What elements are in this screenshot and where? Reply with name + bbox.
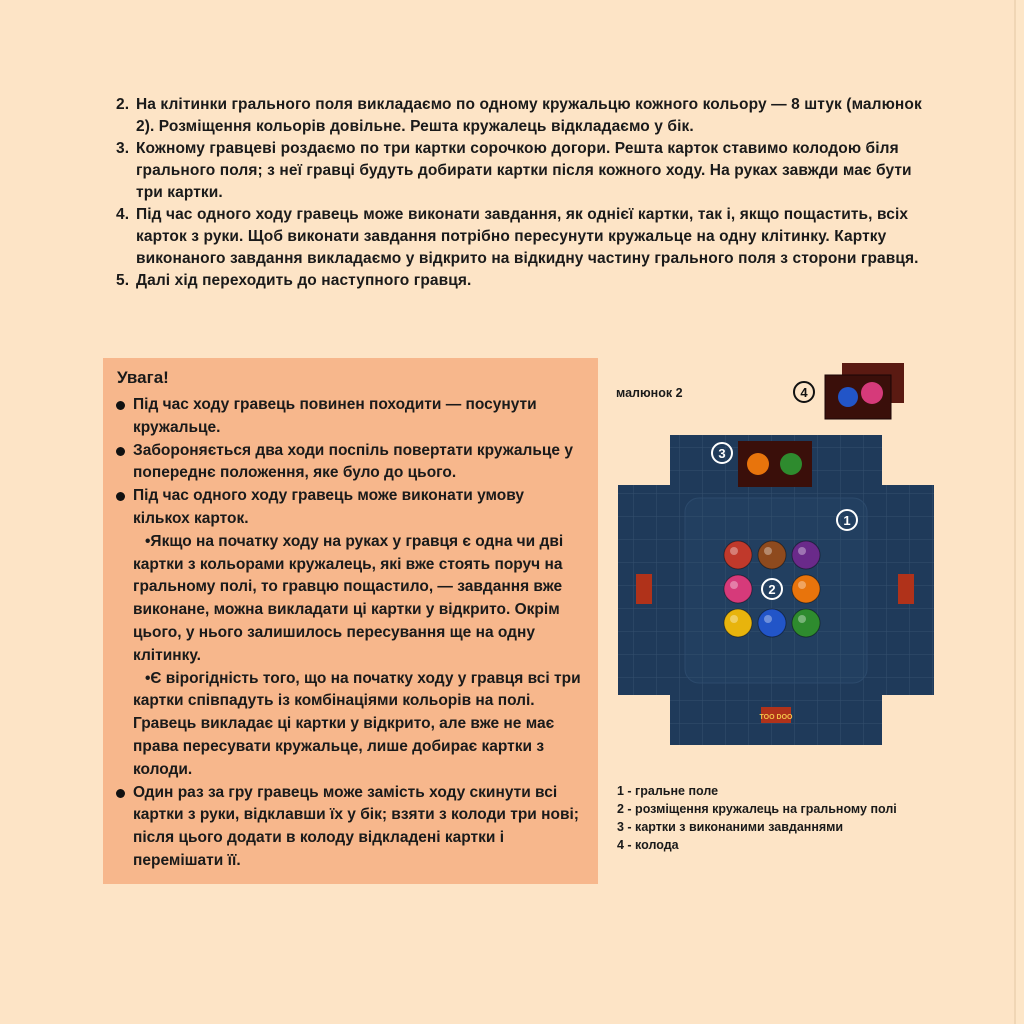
legend-item: 2 - розміщення кружалець на гральному полі bbox=[617, 802, 897, 816]
attention-item bbox=[115, 440, 585, 486]
chip-highlight bbox=[764, 615, 772, 623]
attention-item-text: Під час одного ходу гравець може виконати умову кількох карток. bbox=[133, 487, 525, 527]
rule-item bbox=[112, 94, 932, 138]
rule-text: Кожному гравцеві роздаємо по три картки сорочкою догори. Решта карток ставимо колодою біля грального поля; з неї гравці будуть добирати картки після кожного ходу. На руках завжди має бути три картки. bbox=[136, 140, 912, 201]
attention-item bbox=[115, 782, 585, 873]
board-chip bbox=[792, 541, 820, 569]
marker-1: 1 bbox=[843, 513, 851, 528]
chip-pink bbox=[861, 382, 883, 404]
rule-text: Під час одного ходу гравець може виконати завдання, як однієї картки, так і, якщо пощастить, всіх карток з руки. Щоб виконати завдання потрібно пересунути кружальце на одну клітинку. Картку виконаного завдання викладаємо у відкрито на відкидну частину грального поля з сторони гравця. bbox=[136, 206, 919, 267]
deck-cards bbox=[794, 363, 904, 419]
rule-number: 3. bbox=[116, 140, 130, 157]
chip-blue bbox=[838, 387, 858, 407]
marker-3: 3 bbox=[718, 446, 726, 461]
attention-box bbox=[103, 358, 598, 884]
legend-item: 1 - гральне поле bbox=[617, 784, 719, 798]
legend-item: 4 - колода bbox=[617, 838, 679, 852]
rule-item bbox=[112, 204, 932, 270]
board-chip bbox=[758, 541, 786, 569]
logo-text: TOO DOO bbox=[759, 714, 793, 721]
board-chip bbox=[792, 575, 820, 603]
attention-item-text: Забороняється два ходи поспіль повертати кружальце у попереднє положення, яке було до цього. bbox=[133, 441, 573, 482]
rule-number: 5. bbox=[116, 272, 130, 289]
chip-orange bbox=[747, 453, 769, 475]
attention-title: Увага! bbox=[117, 368, 169, 387]
marker-2: 2 bbox=[768, 582, 776, 597]
bullet-icon bbox=[116, 789, 125, 798]
bullet-icon bbox=[116, 447, 125, 456]
bullet-icon bbox=[116, 401, 125, 410]
attention-item-text: Один раз за гру гравець може замість ходу скинути всі картки з руки, відклавши їх у бік; взяти з колоди три нові; після цього додати в колоду відкладені картки і перемішати її. bbox=[133, 783, 579, 869]
attention-item bbox=[115, 485, 585, 531]
chip-highlight bbox=[764, 547, 772, 555]
rule-item bbox=[112, 138, 932, 204]
figure-label: малюнок 2 bbox=[616, 386, 683, 400]
attention-subitem: •Якщо на початку ходу на руках у гравця є одна чи дві картки з кольорами кружалець, які вже стоять поруч на гральному полі, то гравцю пощастило, — завдання вже виконане, можна викладати ці картки у відкрито. Окрім цього, у нього залишилось пересування ще на одну клітинку. bbox=[133, 532, 564, 664]
board-chip bbox=[792, 609, 820, 637]
figure-legend bbox=[617, 782, 897, 854]
attention-item bbox=[115, 394, 585, 440]
bullet-icon bbox=[116, 492, 125, 501]
board-chip bbox=[724, 541, 752, 569]
board-chip bbox=[724, 575, 752, 603]
game-board-illustration bbox=[610, 355, 940, 750]
legend-item: 3 - картки з виконаними завданнями bbox=[617, 820, 844, 834]
chip-highlight bbox=[798, 547, 806, 555]
rule-number: 4. bbox=[116, 206, 130, 223]
rules-list bbox=[112, 94, 932, 292]
chip-highlight bbox=[730, 615, 738, 623]
rule-text: Далі хід переходить до наступного гравця. bbox=[136, 272, 472, 289]
attention-item-text: Під час ходу гравець повинен походити — посунути кружальце. bbox=[133, 396, 537, 436]
board-chip bbox=[758, 609, 786, 637]
attention-list bbox=[115, 394, 585, 873]
logo-right bbox=[898, 574, 914, 604]
chip-highlight bbox=[798, 581, 806, 589]
rule-number: 2. bbox=[116, 96, 130, 113]
chip-highlight bbox=[798, 615, 806, 623]
attention-subitem: •Є вірогідність того, що на початку ходу у гравця всі три картки співпадуть із комбінаціями кольорів на полі. Гравець викладає ці картки у відкрито, але вже не має права пересувати кружальце, лише добирає картки з колоди. bbox=[133, 669, 581, 778]
rule-text: На клітинки грального поля викладаємо по одному кружальцю кожного кольору — 8 штук (малюнок 2). Розміщення кольорів довільне. Решта кружалець відкладаємо у бік. bbox=[136, 96, 922, 135]
chip-green bbox=[780, 453, 802, 475]
chip-highlight bbox=[730, 581, 738, 589]
chip-highlight bbox=[730, 547, 738, 555]
logo-left bbox=[636, 574, 652, 604]
rule-item bbox=[112, 270, 932, 292]
marker-4: 4 bbox=[800, 385, 808, 400]
board-chip bbox=[724, 609, 752, 637]
